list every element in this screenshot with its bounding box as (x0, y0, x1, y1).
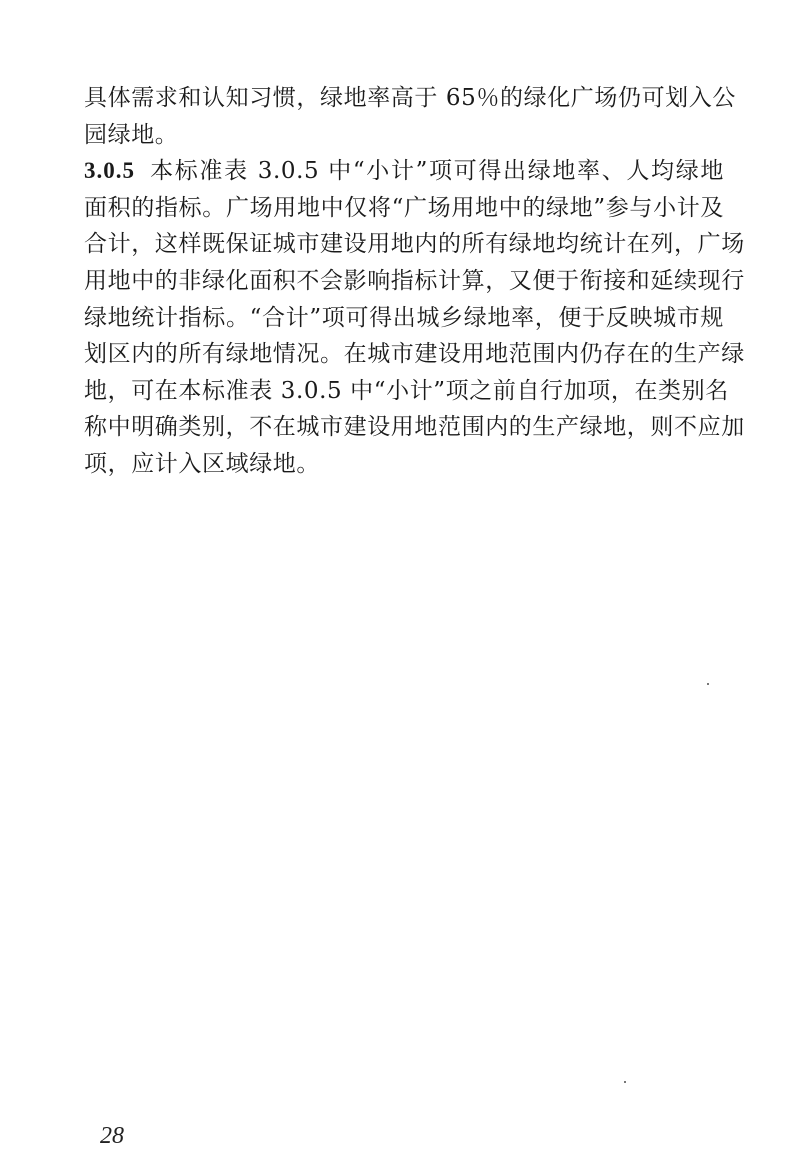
clause-3-0-5 (84, 153, 745, 482)
text-line: 称中明确类别，不在城市建设用地范围内的生产绿地，则不应加 (84, 414, 745, 441)
text-line: 项，应计入区域绿地。 (84, 450, 320, 477)
paragraph-continued (84, 80, 736, 153)
text-line: 地，可在本标准表 3.0.5 中“小计”项之前自行加项，在类别名 (84, 377, 729, 404)
text-line-content: 本标准表 3.0.5 中“小计”项可得出绿地率、人均绿地 (149, 158, 724, 185)
text-line: 划区内的所有绿地情况。在城市建设用地范围内仍存在的生产绿 (84, 341, 745, 368)
scan-speck (624, 1081, 626, 1083)
page-number: 28 (100, 1123, 124, 1149)
text-line: 绿地统计指标。“合计”项可得出城乡绿地率，便于反映城市规 (84, 304, 724, 331)
text-line: 面积的指标。广场用地中仅将“广场用地中的绿地”参与小计及 (84, 194, 724, 221)
clause-number: 3.0.5 (84, 158, 135, 184)
text-line: 合计，这样既保证城市建设用地内的所有绿地均统计在列，广场 (84, 231, 745, 258)
text-line (84, 153, 724, 190)
page-body (84, 80, 745, 483)
scan-speck (707, 683, 709, 685)
text-line: 园绿地。 (84, 121, 179, 148)
text-line: 用地中的非绿化面积不会影响指标计算，又便于衔接和延续现行 (84, 267, 745, 294)
text-line: 具体需求和认知习惯，绿地率高于 65％的绿化广场仍可划入公 (84, 85, 736, 111)
